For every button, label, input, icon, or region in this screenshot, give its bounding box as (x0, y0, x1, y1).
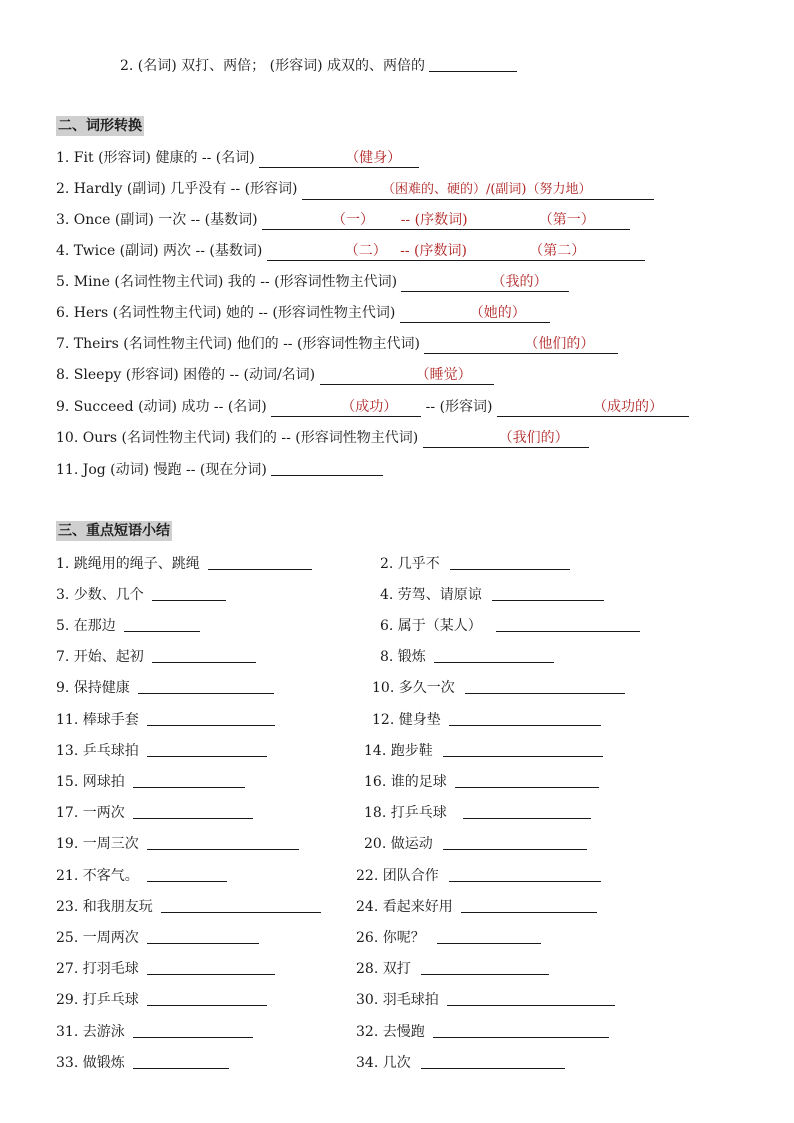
answer-text: （我们的） (498, 430, 569, 446)
item-text: 2. Hardly (副词) 几乎没有 -- (形容词) (56, 181, 302, 197)
phrase-item-left (56, 897, 321, 916)
phrase-text: 18. 打乒乓球 (364, 805, 447, 821)
word-form-item-1 (56, 149, 419, 168)
answer-text: （成功的） (592, 399, 663, 415)
answer-blank[interactable] (147, 928, 259, 944)
answer-blank[interactable] (450, 554, 570, 570)
phrase-item-left (56, 585, 226, 604)
word-form-item-9 (56, 398, 689, 417)
phrase-text: 26. 你呢？ (356, 930, 425, 946)
phrase-item-right (380, 647, 554, 666)
phrase-text: 11. 棒球手套 (56, 712, 139, 728)
answer-blank[interactable] (492, 585, 604, 601)
double-definition-line (120, 56, 517, 75)
phrase-item-left (56, 1022, 253, 1041)
answer-blank[interactable] (267, 242, 645, 261)
phrase-item-right (380, 554, 570, 573)
answer-blank[interactable] (262, 211, 630, 230)
answer-blank[interactable] (449, 866, 601, 882)
answer-blank[interactable] (147, 741, 267, 757)
phrase-item-right (356, 897, 597, 916)
answer-text: （健身） (345, 150, 402, 166)
phrase-item-left (56, 834, 299, 853)
phrase-text: 15. 网球拍 (56, 774, 125, 790)
item-text: 7. Theirs (名词性物主代词) 他们的 -- (形容词性物主代词) (56, 336, 425, 352)
phrase-text: 17. 一两次 (56, 805, 125, 821)
phrase-text: 9. 保持健康 (56, 680, 130, 696)
phrase-item-right (364, 803, 591, 822)
word-form-item-2 (56, 180, 654, 200)
word-form-item-6 (56, 304, 550, 323)
answer-blank[interactable] (208, 554, 312, 570)
answer-blank[interactable] (421, 1053, 565, 1069)
phrase-text: 24. 看起来好用 (356, 899, 453, 915)
answer-blank[interactable] (465, 678, 625, 694)
answer-blank[interactable] (133, 803, 253, 819)
phrase-text: 30. 羽毛球拍 (356, 992, 439, 1008)
answer-blank[interactable] (496, 616, 640, 632)
item-text: 4. Twice (副词) 两次 -- (基数词) (56, 243, 267, 259)
phrase-item-right (356, 1022, 609, 1041)
word-form-item-4 (56, 242, 645, 261)
phrase-text: 27. 打羽毛球 (56, 961, 139, 977)
answer-blank[interactable] (320, 366, 494, 385)
phrase-text: 1. 跳绳用的绳子、跳绳 (56, 556, 200, 572)
answer-blank[interactable] (433, 1022, 609, 1038)
phrase-item-left (56, 990, 267, 1009)
word-form-item-10 (56, 429, 589, 448)
phrase-text: 10. 多久一次 (372, 680, 455, 696)
section-heading-key-phrases: 三、重点短语小结 (58, 523, 170, 539)
answer-text: （睡觉） (415, 367, 472, 383)
word-form-item-11 (56, 460, 383, 479)
answer-blank[interactable] (133, 1053, 229, 1069)
phrase-item-left (56, 616, 200, 635)
phrase-item-left (56, 959, 275, 978)
answer-blank[interactable] (147, 990, 267, 1006)
answer-blank[interactable] (161, 897, 321, 913)
item-text: 1. Fit (形容词) 健康的 -- (名词) (56, 150, 260, 166)
answer-text: （二） -- (序数词) （第二） (344, 243, 586, 259)
phrase-text: 4. 劳驾、请原谅 (380, 587, 482, 603)
answer-blank[interactable] (147, 834, 299, 850)
phrase-text: 8. 锻炼 (380, 649, 426, 665)
item-text: 5. Mine (名词性物主代词) 我的 -- (形容词性物主代词) (56, 274, 402, 290)
phrase-text: 13. 乒乓球拍 (56, 743, 139, 759)
word-form-item-8 (56, 366, 494, 385)
phrase-item-right (380, 616, 640, 635)
phrase-item-right (356, 928, 541, 947)
phrase-text: 6. 属于（某人） (380, 618, 482, 634)
phrase-text: 28. 双打 (356, 961, 411, 977)
phrase-text: 20. 做运动 (364, 836, 433, 852)
double-definition-text: 2. (名词) 双打、两倍； (形容词) 成双的、两倍的 (120, 58, 430, 74)
answer-text: （困难的、硬的）/(副词)（努力地） (381, 182, 592, 197)
section-heading-word-forms: 二、词形转换 (58, 118, 142, 134)
answer-blank[interactable] (424, 335, 618, 354)
answer-blank[interactable] (455, 772, 599, 788)
phrase-text: 5. 在那边 (56, 618, 116, 634)
answer-blank[interactable] (429, 56, 517, 72)
phrase-item-right (372, 678, 625, 697)
phrase-text: 33. 做锻炼 (56, 1055, 125, 1071)
phrase-item-right (356, 990, 615, 1009)
phrase-item-left (56, 803, 253, 822)
phrase-item-left (56, 710, 275, 729)
phrase-text: 31. 去游泳 (56, 1024, 125, 1040)
item-text: 8. Sleepy (形容词) 困倦的 -- (动词/名词) (56, 367, 320, 383)
answer-blank[interactable] (259, 149, 419, 168)
answer-text: （我的） (491, 274, 548, 290)
answer-blank[interactable] (133, 1022, 253, 1038)
phrase-text: 16. 谁的足球 (364, 774, 447, 790)
word-form-item-7 (56, 335, 618, 354)
phrase-text: 19. 一周三次 (56, 836, 139, 852)
answer-blank[interactable] (437, 928, 541, 944)
phrase-text: 2. 几乎不 (380, 556, 440, 572)
item-text: -- (形容词) (421, 399, 497, 415)
answer-blank[interactable] (447, 990, 615, 1006)
phrase-item-right (372, 710, 601, 729)
phrase-text: 12. 健身垫 (372, 712, 441, 728)
phrase-item-left (56, 772, 245, 791)
answer-blank[interactable] (124, 616, 200, 632)
answer-blank[interactable] (449, 710, 601, 726)
answer-blank[interactable] (401, 273, 569, 292)
answer-blank[interactable] (147, 866, 227, 882)
phrase-item-right (364, 741, 603, 760)
answer-blank[interactable] (271, 460, 383, 476)
answer-blank[interactable] (152, 647, 256, 663)
phrase-text: 22. 团队合作 (356, 868, 439, 884)
phrase-text: 29. 打乒乓球 (56, 992, 139, 1008)
word-form-item-3 (56, 211, 630, 230)
answer-blank[interactable] (271, 398, 421, 417)
phrase-text: 7. 开始、起初 (56, 649, 144, 665)
phrase-text: 34. 几次 (356, 1055, 411, 1071)
item-text: 11. Jog (动词) 慢跑 -- (现在分词) (56, 462, 272, 478)
phrase-item-left (56, 647, 256, 666)
phrase-item-left (56, 866, 227, 885)
word-form-item-5 (56, 273, 569, 292)
phrase-item-left (56, 554, 312, 573)
phrase-item-right (380, 585, 604, 604)
phrase-text: 32. 去慢跑 (356, 1024, 425, 1040)
answer-blank[interactable] (443, 834, 587, 850)
item-text: 6. Hers (名词性物主代词) 她的 -- (形容词性物主代词) (56, 305, 400, 321)
phrase-item-right (356, 1053, 565, 1072)
phrase-item-left (56, 741, 267, 760)
phrase-item-left (56, 928, 259, 947)
answer-blank[interactable] (434, 647, 554, 663)
item-text: 3. Once (副词) 一次 -- (基数词) (56, 212, 262, 228)
phrase-text: 3. 少数、几个 (56, 587, 144, 603)
answer-text: （他们的） (524, 336, 595, 352)
item-text: 10. Ours (名词性物主代词) 我们的 -- (形容词性物主代词) (56, 430, 423, 446)
answer-blank[interactable] (400, 304, 550, 323)
answer-blank[interactable] (443, 741, 603, 757)
answer-text: （她的） (469, 305, 526, 321)
answer-blank[interactable] (461, 897, 597, 913)
answer-blank[interactable] (497, 398, 689, 417)
phrase-text: 25. 一周两次 (56, 930, 139, 946)
answer-blank[interactable] (421, 959, 549, 975)
answer-blank[interactable] (147, 710, 275, 726)
phrase-text: 23. 和我朋友玩 (56, 899, 153, 915)
phrase-text: 14. 跑步鞋 (364, 743, 433, 759)
phrase-item-left (56, 678, 274, 697)
phrase-item-right (356, 866, 601, 885)
answer-blank[interactable] (152, 585, 226, 601)
answer-blank[interactable] (138, 678, 274, 694)
phrase-text: 21. 不客气。 (56, 868, 139, 884)
phrase-item-right (356, 959, 549, 978)
answer-blank[interactable] (302, 180, 654, 200)
answer-blank[interactable] (133, 772, 245, 788)
phrase-item-left (56, 1053, 229, 1072)
answer-text: （成功） (341, 399, 398, 415)
answer-blank[interactable] (147, 959, 275, 975)
phrase-item-right (364, 834, 587, 853)
answer-blank[interactable] (423, 429, 589, 448)
answer-text: （一） -- (序数词) （第一） (332, 212, 595, 228)
phrase-item-right (364, 772, 599, 791)
answer-blank[interactable] (463, 803, 591, 819)
item-text: 9. Succeed (动词) 成功 -- (名词) (56, 399, 272, 415)
